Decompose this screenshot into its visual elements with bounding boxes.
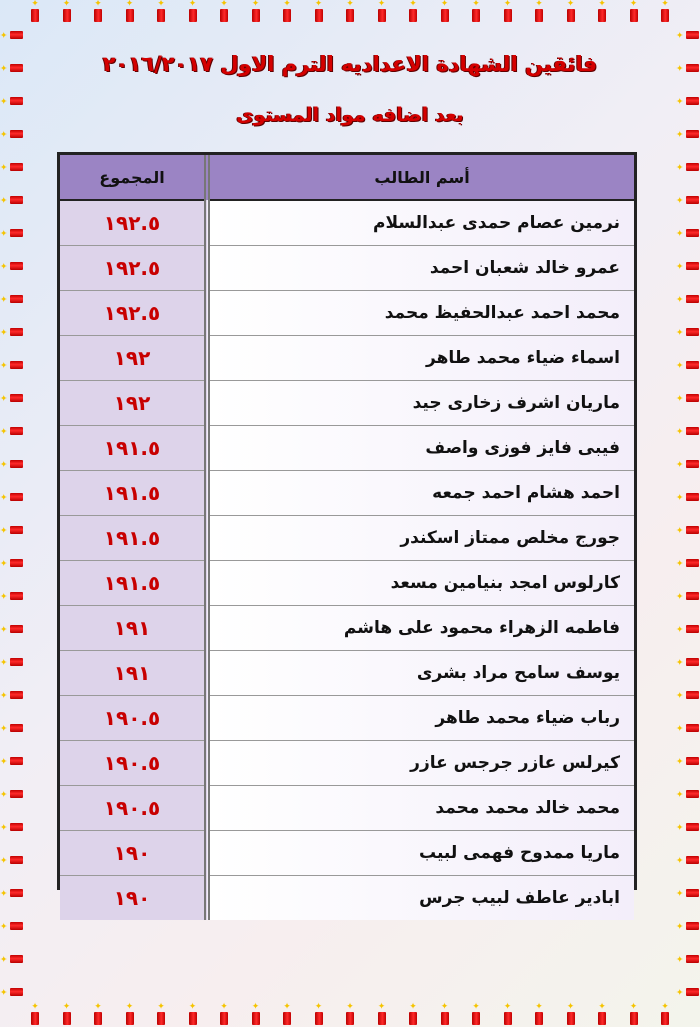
candle-icon: ✦ bbox=[677, 853, 699, 867]
candle-icon: ✦ bbox=[677, 28, 699, 42]
student-name: فيبى فايز فوزى واصف bbox=[207, 426, 634, 471]
candle-icon: ✦ bbox=[532, 0, 546, 22]
table-row bbox=[60, 831, 634, 876]
candle-icon: ✦ bbox=[1, 787, 23, 801]
candle-icon: ✦ bbox=[677, 358, 699, 372]
candle-icon: ✦ bbox=[1, 61, 23, 75]
candle-icon: ✦ bbox=[1, 490, 23, 504]
candle-icon: ✦ bbox=[406, 1003, 420, 1025]
candle-icon: ✦ bbox=[1, 523, 23, 537]
candle-icon: ✦ bbox=[343, 1003, 357, 1025]
student-total: ١٩٢.٥ bbox=[60, 291, 207, 336]
candle-icon: ✦ bbox=[1, 127, 23, 141]
candle-icon: ✦ bbox=[1, 193, 23, 207]
student-total: ١٩٢ bbox=[60, 381, 207, 426]
candle-icon: ✦ bbox=[677, 325, 699, 339]
candle-icon: ✦ bbox=[1, 820, 23, 834]
candle-icon: ✦ bbox=[469, 1003, 483, 1025]
candle-icon: ✦ bbox=[28, 0, 42, 22]
table-row bbox=[60, 696, 634, 741]
candle-icon: ✦ bbox=[1, 919, 23, 933]
student-total: ١٩٠.٥ bbox=[60, 696, 207, 741]
candle-icon: ✦ bbox=[1, 391, 23, 405]
table-row bbox=[60, 606, 634, 651]
candle-icon: ✦ bbox=[677, 292, 699, 306]
candle-icon: ✦ bbox=[1, 292, 23, 306]
candle-icon: ✦ bbox=[677, 424, 699, 438]
top-candle-border bbox=[0, 0, 700, 24]
candle-icon: ✦ bbox=[501, 0, 515, 22]
candle-icon: ✦ bbox=[1, 259, 23, 273]
total-column-header: المجموع bbox=[60, 155, 207, 200]
candle-icon: ✦ bbox=[677, 259, 699, 273]
candle-icon: ✦ bbox=[1, 589, 23, 603]
candle-icon: ✦ bbox=[627, 1003, 641, 1025]
candle-icon: ✦ bbox=[677, 523, 699, 537]
table-row bbox=[60, 246, 634, 291]
candle-icon: ✦ bbox=[1, 622, 23, 636]
left-candle-border bbox=[0, 24, 24, 1003]
candle-icon: ✦ bbox=[91, 1003, 105, 1025]
candle-icon: ✦ bbox=[677, 787, 699, 801]
right-candle-border bbox=[676, 24, 700, 1003]
student-total: ١٩١.٥ bbox=[60, 426, 207, 471]
candle-icon: ✦ bbox=[677, 391, 699, 405]
candle-icon: ✦ bbox=[677, 622, 699, 636]
candle-icon: ✦ bbox=[186, 0, 200, 22]
results-table bbox=[57, 152, 637, 910]
candle-icon: ✦ bbox=[595, 1003, 609, 1025]
candle-icon: ✦ bbox=[60, 1003, 74, 1025]
candle-icon: ✦ bbox=[375, 1003, 389, 1025]
candle-icon: ✦ bbox=[1, 226, 23, 240]
student-name: فاطمه الزهراء محمود على هاشم bbox=[207, 606, 634, 651]
student-name: جورج مخلص ممتاز اسكندر bbox=[207, 516, 634, 561]
candle-icon: ✦ bbox=[280, 0, 294, 22]
candle-icon: ✦ bbox=[1, 754, 23, 768]
student-name: عمرو خالد شعبان احمد bbox=[207, 246, 634, 291]
student-name: ابادير عاطف لبيب جرس bbox=[207, 876, 634, 921]
candle-icon: ✦ bbox=[1, 688, 23, 702]
page-title: فائقين الشهادة الاعداديه الترم الاول ٢٠١٦/٢٠١٧ bbox=[102, 52, 598, 76]
candle-icon: ✦ bbox=[677, 94, 699, 108]
candle-icon: ✦ bbox=[1, 556, 23, 570]
candle-icon: ✦ bbox=[1, 853, 23, 867]
candle-icon: ✦ bbox=[343, 0, 357, 22]
candle-icon: ✦ bbox=[658, 0, 672, 22]
candle-icon: ✦ bbox=[28, 1003, 42, 1025]
candle-icon: ✦ bbox=[595, 0, 609, 22]
table-row bbox=[60, 336, 634, 381]
candle-icon: ✦ bbox=[312, 0, 326, 22]
candle-icon: ✦ bbox=[438, 1003, 452, 1025]
table-row bbox=[60, 426, 634, 471]
student-total: ١٩٠.٥ bbox=[60, 741, 207, 786]
candle-icon: ✦ bbox=[123, 1003, 137, 1025]
candle-icon: ✦ bbox=[677, 886, 699, 900]
candle-icon: ✦ bbox=[677, 952, 699, 966]
student-name: يوسف سامح مراد بشرى bbox=[207, 651, 634, 696]
candle-icon: ✦ bbox=[1, 457, 23, 471]
student-total: ١٩٠ bbox=[60, 831, 207, 876]
table-row bbox=[60, 651, 634, 696]
student-total: ١٩١.٥ bbox=[60, 561, 207, 606]
candle-icon: ✦ bbox=[1, 655, 23, 669]
student-total: ١٩١ bbox=[60, 651, 207, 696]
candle-icon: ✦ bbox=[677, 61, 699, 75]
page-subtitle: بعد اضافه مواد المستوى bbox=[236, 104, 464, 126]
table-row bbox=[60, 741, 634, 786]
candle-icon: ✦ bbox=[249, 1003, 263, 1025]
candle-icon: ✦ bbox=[1, 424, 23, 438]
candle-icon: ✦ bbox=[677, 820, 699, 834]
candle-icon: ✦ bbox=[677, 919, 699, 933]
candle-icon: ✦ bbox=[1, 952, 23, 966]
candle-icon: ✦ bbox=[658, 1003, 672, 1025]
candle-icon: ✦ bbox=[677, 226, 699, 240]
bottom-candle-border bbox=[0, 1003, 700, 1027]
student-name: ماريا ممدوح فهمى لبيب bbox=[207, 831, 634, 876]
student-name: اسماء ضياء محمد طاهر bbox=[207, 336, 634, 381]
candle-icon: ✦ bbox=[677, 193, 699, 207]
candle-icon: ✦ bbox=[501, 1003, 515, 1025]
candle-icon: ✦ bbox=[564, 1003, 578, 1025]
student-name: رباب ضياء محمد طاهر bbox=[207, 696, 634, 741]
candle-icon: ✦ bbox=[1, 886, 23, 900]
candle-icon: ✦ bbox=[677, 127, 699, 141]
candle-icon: ✦ bbox=[677, 985, 699, 999]
candle-icon: ✦ bbox=[375, 0, 389, 22]
candle-icon: ✦ bbox=[677, 754, 699, 768]
candle-icon: ✦ bbox=[1, 94, 23, 108]
candle-icon: ✦ bbox=[1, 325, 23, 339]
candle-icon: ✦ bbox=[123, 0, 137, 22]
candle-icon: ✦ bbox=[1, 160, 23, 174]
candle-icon: ✦ bbox=[154, 0, 168, 22]
table-row bbox=[60, 876, 634, 921]
candle-icon: ✦ bbox=[312, 1003, 326, 1025]
student-total: ١٩٢.٥ bbox=[60, 200, 207, 246]
student-total: ١٩٠ bbox=[60, 876, 207, 921]
student-total: ١٩١.٥ bbox=[60, 471, 207, 516]
table-header-row bbox=[60, 155, 634, 200]
candle-icon: ✦ bbox=[469, 0, 483, 22]
student-total: ١٩١ bbox=[60, 606, 207, 651]
student-total: ١٩٠.٥ bbox=[60, 786, 207, 831]
table-row bbox=[60, 471, 634, 516]
student-name: نرمين عصام حمدى عبدالسلام bbox=[207, 200, 634, 246]
candle-icon: ✦ bbox=[677, 589, 699, 603]
candle-icon: ✦ bbox=[677, 688, 699, 702]
candle-icon: ✦ bbox=[406, 0, 420, 22]
candle-icon: ✦ bbox=[1, 358, 23, 372]
student-name: محمد خالد محمد محمد bbox=[207, 786, 634, 831]
candle-icon: ✦ bbox=[280, 1003, 294, 1025]
candle-icon: ✦ bbox=[677, 160, 699, 174]
table-row bbox=[60, 381, 634, 426]
candle-icon: ✦ bbox=[677, 655, 699, 669]
table-row bbox=[60, 786, 634, 831]
table-row bbox=[60, 291, 634, 336]
candle-icon: ✦ bbox=[627, 0, 641, 22]
candle-icon: ✦ bbox=[217, 0, 231, 22]
candle-icon: ✦ bbox=[677, 457, 699, 471]
candle-icon: ✦ bbox=[1, 985, 23, 999]
candle-icon: ✦ bbox=[186, 1003, 200, 1025]
candle-icon: ✦ bbox=[1, 28, 23, 42]
student-name: كيرلس عازر جرجس عازر bbox=[207, 741, 634, 786]
table-row bbox=[60, 200, 634, 246]
candle-icon: ✦ bbox=[154, 1003, 168, 1025]
student-total: ١٩٢.٥ bbox=[60, 246, 207, 291]
candle-icon: ✦ bbox=[217, 1003, 231, 1025]
student-total: ١٩١.٥ bbox=[60, 516, 207, 561]
student-name: ماريان اشرف زخارى جيد bbox=[207, 381, 634, 426]
table-row bbox=[60, 561, 634, 606]
student-name: كارلوس امجد بنيامين مسعد bbox=[207, 561, 634, 606]
candle-icon: ✦ bbox=[677, 490, 699, 504]
candle-icon: ✦ bbox=[677, 556, 699, 570]
candle-icon: ✦ bbox=[91, 0, 105, 22]
candle-icon: ✦ bbox=[249, 0, 263, 22]
candle-icon: ✦ bbox=[564, 0, 578, 22]
name-column-header: أسم الطالب bbox=[207, 155, 634, 200]
student-name: احمد هشام احمد جمعه bbox=[207, 471, 634, 516]
candle-icon: ✦ bbox=[532, 1003, 546, 1025]
candle-icon: ✦ bbox=[438, 0, 452, 22]
table-row bbox=[60, 516, 634, 561]
student-total: ١٩٢ bbox=[60, 336, 207, 381]
candle-icon: ✦ bbox=[60, 0, 74, 22]
candle-icon: ✦ bbox=[1, 721, 23, 735]
candle-icon: ✦ bbox=[677, 721, 699, 735]
student-name: محمد احمد عبدالحفيظ محمد bbox=[207, 291, 634, 336]
